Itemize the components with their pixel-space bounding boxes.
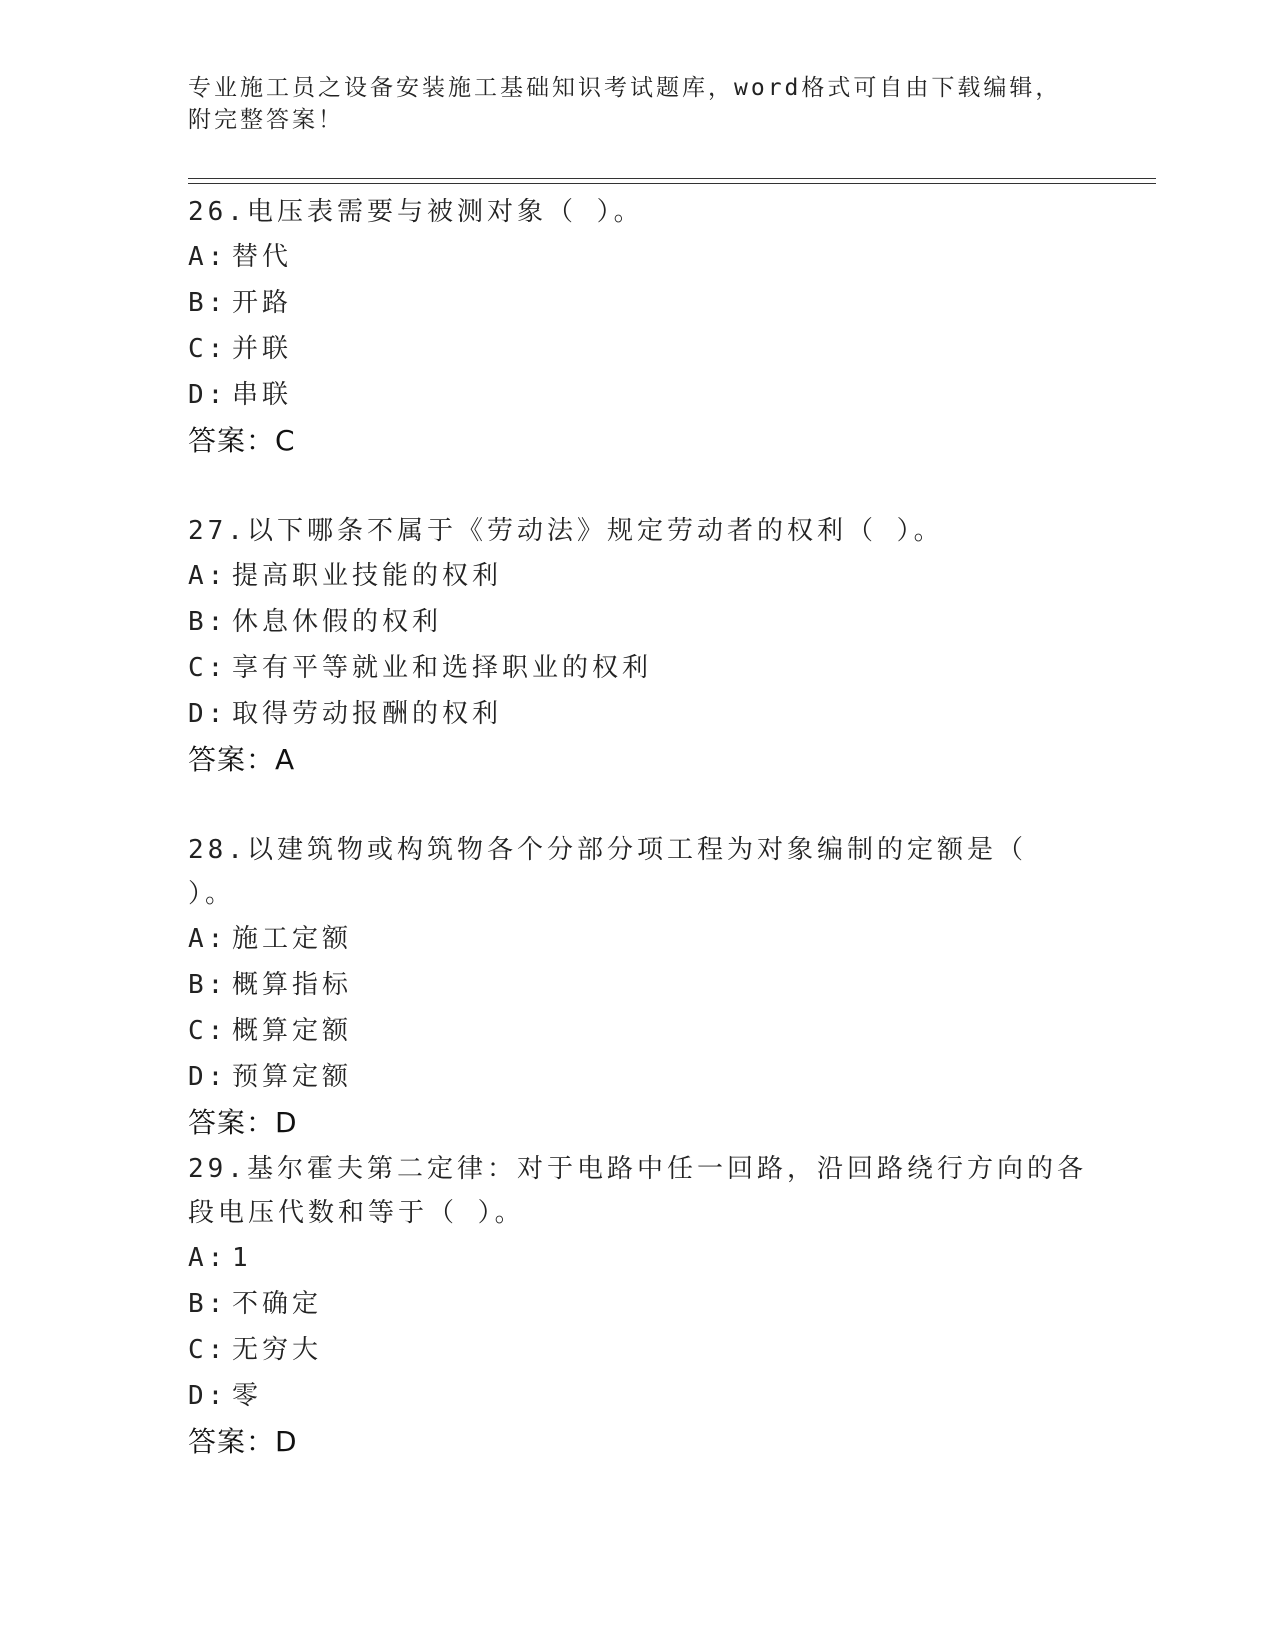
option-text: 1 <box>232 1243 252 1273</box>
option-text: 取得劳动报酬的权利 <box>232 699 503 729</box>
answer-line: 答案：D <box>188 1425 298 1458</box>
option-text: 开路 <box>232 288 293 318</box>
question-26 <box>188 188 1088 464</box>
question-stem: 26.电压表需要与被测对象（ ）。 <box>188 197 644 227</box>
option-c <box>188 1327 1088 1373</box>
question-28 <box>188 826 1088 1146</box>
option-d <box>188 1054 1088 1100</box>
option-a <box>188 1235 1088 1281</box>
option-c <box>188 645 1088 691</box>
option-letter: A: <box>188 242 228 272</box>
option-d <box>188 691 1088 737</box>
option-text: 预算定额 <box>232 1062 353 1092</box>
option-text: 不确定 <box>232 1289 323 1319</box>
option-letter: B: <box>188 970 228 1000</box>
option-letter: C: <box>188 1335 228 1365</box>
option-letter: A: <box>188 924 228 954</box>
option-c <box>188 326 1088 372</box>
option-text: 并联 <box>232 334 293 364</box>
answer-line: 答案：A <box>188 743 296 776</box>
option-c <box>188 1008 1088 1054</box>
option-letter: B: <box>188 1289 228 1319</box>
option-a <box>188 916 1088 962</box>
option-d <box>188 1373 1088 1419</box>
answer-line: 答案：D <box>188 1106 298 1139</box>
option-text: 无穷大 <box>232 1335 323 1365</box>
option-text: 提高职业技能的权利 <box>232 561 503 591</box>
option-letter: C: <box>188 653 228 683</box>
option-b <box>188 962 1088 1008</box>
option-text: 享有平等就业和选择职业的权利 <box>232 653 653 683</box>
option-text: 概算定额 <box>232 1016 353 1046</box>
option-text: 零 <box>232 1381 263 1411</box>
option-d <box>188 372 1088 418</box>
question-stem: 28.以建筑物或构筑物各个分部分项工程为对象编制的定额是（ ）。 <box>188 835 1027 909</box>
option-text: 施工定额 <box>232 924 353 954</box>
option-text: 概算指标 <box>232 970 353 1000</box>
question-29 <box>188 1145 1088 1465</box>
option-letter: A: <box>188 1243 228 1273</box>
option-letter: D: <box>188 699 228 729</box>
option-text: 替代 <box>232 242 293 272</box>
document-header: 专业施工员之设备安装施工基础知识考试题库，word格式可自由下载编辑，附完整答案！ <box>188 75 1062 133</box>
option-letter: C: <box>188 1016 228 1046</box>
option-letter: B: <box>188 607 228 637</box>
option-b <box>188 599 1088 645</box>
question-27 <box>188 507 1088 783</box>
option-letter: A: <box>188 561 228 591</box>
option-letter: B: <box>188 288 228 318</box>
option-letter: D: <box>188 1062 228 1092</box>
header-divider-top <box>188 178 1156 179</box>
option-b <box>188 1281 1088 1327</box>
option-letter: C: <box>188 334 228 364</box>
option-text: 串联 <box>232 380 293 410</box>
option-text: 休息休假的权利 <box>232 607 443 637</box>
option-a <box>188 234 1088 280</box>
option-letter: D: <box>188 1381 228 1411</box>
option-a <box>188 553 1088 599</box>
header-divider-bottom <box>188 183 1156 184</box>
option-b <box>188 280 1088 326</box>
answer-line: 答案：C <box>188 424 296 457</box>
question-stem: 27.以下哪条不属于《劳动法》规定劳动者的权利（ ）。 <box>188 516 944 546</box>
question-stem: 29.基尔霍夫第二定律：对于电路中任一回路，沿回路绕行方向的各段电压代数和等于（ ）。 <box>188 1154 1087 1228</box>
option-letter: D: <box>188 380 228 410</box>
